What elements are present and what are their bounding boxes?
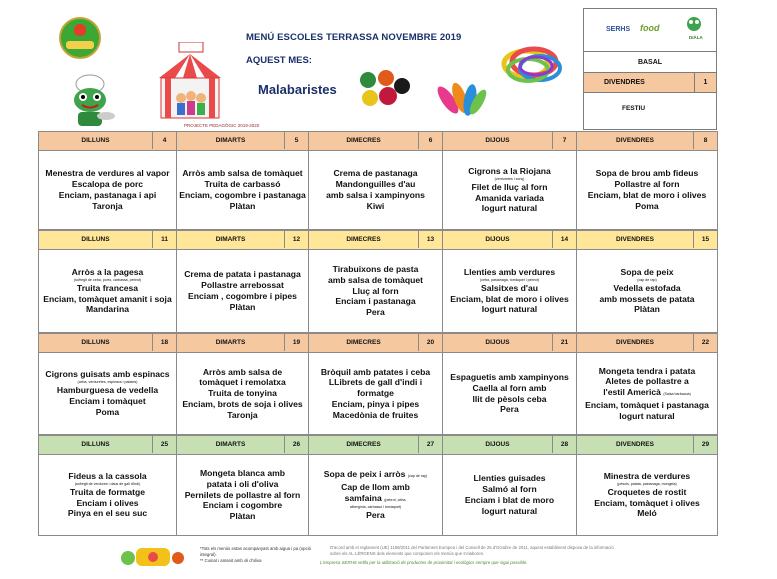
day-header [38, 230, 177, 250]
day-name: DIMARTS [215, 137, 246, 144]
holiday-note: FESTIU [584, 92, 716, 130]
day-name: DIVENDRES [616, 339, 654, 346]
footer-note-oil: ** Cuinat i amanit amb oli d'oliva [200, 558, 262, 563]
day-header [576, 230, 718, 250]
menu-cell [176, 353, 309, 435]
dish-line: patata i oli d'oliva [206, 478, 279, 489]
dish-line: Enciam, blat de moro i olives [450, 293, 569, 304]
day-number: 14 [552, 231, 576, 248]
dish-line: Enciam, pinya i pipes [331, 398, 420, 409]
day-number: 7 [552, 132, 576, 149]
dish-line: Arròs amb salsa de tomàquet [182, 168, 303, 179]
day-header [176, 131, 309, 151]
day-header [176, 230, 309, 250]
dish-line: Truita francesa [76, 282, 139, 293]
dish-line: Vedella estofada [613, 282, 681, 293]
day-header [176, 435, 309, 455]
dish-line: Plàtan [229, 301, 256, 312]
dish-line: Mongeta tendra i patata [598, 365, 696, 376]
juggling-clubs-icon [430, 74, 488, 118]
menu-cell [308, 250, 443, 333]
day-number: 1 [694, 73, 716, 93]
dish-line: Truita de formatge [70, 486, 145, 497]
day-name: DILLUNS [81, 441, 110, 448]
dish-line: Pollastre arrebossat [201, 280, 284, 291]
day-header [442, 230, 577, 250]
dish-line: Escalopa de porc [71, 179, 144, 190]
day-name: DIMARTS [215, 236, 246, 243]
day-number: 27 [418, 436, 442, 453]
dish-line: Poma [635, 200, 659, 211]
dish-line: Filet de lluç al forn [471, 181, 548, 192]
dish-line: Tirabuixons de pasta [332, 264, 419, 274]
menu-cell [38, 353, 177, 435]
day-number: 18 [152, 334, 176, 351]
dish-line: Pernilets de pollastre al forn [184, 489, 301, 500]
dish-line: Mandonguilles d'au [335, 179, 416, 190]
menu-cell [442, 455, 577, 536]
day-number: 20 [418, 334, 442, 351]
dish-line [603, 387, 690, 400]
day-name: DILLUNS [81, 137, 110, 144]
menu-cell [442, 353, 577, 435]
dish-detail: (sofregit de verdures i daus de gall d'indi) [74, 481, 141, 486]
day-number: 8 [693, 132, 717, 149]
circus-tent-icon [155, 42, 225, 122]
dish-line: Fideus a la cassola [68, 470, 147, 481]
day-number: 25 [152, 436, 176, 453]
menu-cell [176, 151, 309, 230]
dish-detail: albergínia, carbassó i tomàquet) [349, 505, 402, 510]
dish-line: Salsitxes d'au [481, 282, 538, 293]
dish-detail: (ceba, pastanaga, tomàquet i pebrot) [480, 277, 539, 282]
day-header [38, 435, 177, 455]
dish-line: Sopa de peix [620, 266, 674, 277]
dish-line: Plàtan [229, 200, 256, 211]
day-name: DIVENDRES [616, 137, 654, 144]
dish-line: Crema de pastanaga [333, 168, 418, 179]
day-number: 4 [152, 132, 176, 149]
day-header [308, 333, 443, 353]
dish-line: Iogurt natural [619, 410, 675, 421]
day-header [576, 435, 718, 455]
dish-line: Enciam, tomàquet amanit i soja [43, 293, 172, 304]
dish-line: Iogurt natural [481, 304, 538, 315]
dish-line: Enciam, blat de moro i olives [587, 190, 707, 200]
dish-line: Enciam i olives [76, 497, 139, 508]
brand-logo-row [584, 9, 716, 51]
dish-line: Poma [95, 406, 120, 417]
dish-line: Sopa de brou amb fideus [595, 168, 699, 179]
dish-detail: (pèsols, patata, pastanaga, mongeta) [617, 481, 677, 486]
dish-line: Croquetes de rostit [607, 486, 687, 497]
dish-line: Enciam i tomàquet [69, 396, 146, 406]
dish-line: Kiwi [366, 200, 385, 211]
dish-line: amb mossets de patata [599, 293, 695, 304]
dish-line: Pollastre al forn [614, 179, 680, 190]
day-name: DIJOUS [485, 236, 510, 243]
proximity-products-note: L'empresa SERHS vetlla per la utilització de productes de proximitat i ecològics sempre que sigui possible. [320, 560, 528, 565]
day-header [176, 333, 309, 353]
menu-cell [308, 151, 443, 230]
day-number: 12 [284, 231, 308, 248]
dish-line: Llenties guisades [473, 473, 546, 484]
brand-food-text: food [640, 23, 660, 33]
dish-line: Espaguetis amb xampinyons [450, 371, 569, 382]
footer-logo [118, 542, 186, 572]
day-name: DIMECRES [346, 137, 381, 144]
day-header [576, 131, 718, 151]
partner-logo: DIÀLA [689, 35, 703, 40]
dish-line: Enciam, pastanaga i api [58, 190, 157, 200]
day-header [442, 131, 577, 151]
day-name: DIVENDRES [616, 441, 654, 448]
dish-line: Minestra de verdures [603, 470, 691, 481]
day-number: 5 [284, 132, 308, 149]
dish-detail: (cap de rap) [407, 473, 428, 478]
day-number: 21 [552, 334, 576, 351]
dish-line: Enciam i cogombre [202, 500, 283, 511]
dish-line: Caella al forn amb [472, 382, 547, 393]
dish-detail: (sofregit de ceba, porro, carbassa, pebrot) [73, 277, 142, 282]
day-number: 26 [284, 436, 308, 453]
dish-line: Plàtan [634, 304, 660, 315]
dish-line: Enciam, cogombre i pastanaga [179, 190, 306, 200]
day-header [308, 435, 443, 455]
day-name: DIJOUS [485, 137, 510, 144]
day-header [38, 333, 177, 353]
dish-line: Amanida variada [475, 192, 544, 203]
menu-grid [38, 131, 717, 543]
menu-cell [38, 455, 177, 536]
menu-cell [576, 250, 718, 333]
holiday-day-header [584, 72, 716, 92]
day-number: 13 [418, 231, 442, 248]
dish-line: Enciam , cogombre i pipes [188, 291, 297, 301]
dish-line [324, 469, 427, 482]
dish-text: l'estil Americà [603, 387, 661, 398]
dish-line: Cap de llom amb [341, 481, 410, 492]
month-theme-label: AQUEST MES: [246, 55, 312, 66]
dish-line: Llenties amb verdures [463, 266, 556, 277]
dish-line: Truita de tonyina [208, 388, 277, 399]
day-number: 15 [693, 231, 717, 248]
dish-line: Hamburguesa de vedella [56, 385, 159, 396]
chef-frog-icon [62, 70, 118, 130]
dish-line: Aletes de pollastre a [605, 376, 689, 387]
dish-line: Menestra de verdures al vapor [45, 168, 170, 179]
day-name: DILLUNS [81, 339, 110, 346]
menu-cell [308, 455, 443, 536]
day-number: 19 [284, 334, 308, 351]
dish-line: llit de pèsols ceba [472, 393, 547, 404]
dish-line: Enciam i pastanaga [335, 296, 416, 307]
dish-line: Enciam, tomàquet i pastanaga [585, 399, 709, 410]
menu-cell [38, 250, 177, 333]
day-header [442, 435, 577, 455]
dish-line: Macedònia de fruites [332, 409, 419, 420]
dish-detail: (verduretes i xoriç) [494, 176, 525, 181]
dish-detail: (cap de rap) [637, 277, 657, 282]
menu-cell [308, 353, 443, 435]
day-name: DIMARTS [215, 441, 246, 448]
footer-note-water: *Tots els menús estan acompanyats amb aigua i pa (opció integral). [200, 546, 312, 557]
day-number: 29 [693, 436, 717, 453]
dish-line: Cigrons a la Riojana [468, 165, 551, 176]
dish-line: tomàquet i remolatxa [199, 377, 286, 388]
day-name: DILLUNS [81, 236, 110, 243]
diet-type: BASAL [584, 51, 716, 72]
dish-line: Enciam, brots de soja i olives [182, 398, 303, 409]
dish-line: Arròs amb salsa de [202, 366, 283, 377]
juggling-balls-icon [356, 68, 412, 108]
menu-cell [176, 455, 309, 536]
dish-line: Enciam i blat de moro [464, 495, 555, 505]
dish-line: Enciam, tomàquet i olives [594, 497, 700, 508]
dish-line: Iogurt natural [481, 505, 538, 516]
day-number: 28 [552, 436, 576, 453]
dish-line: Salmó al forn [482, 484, 537, 495]
dish-detail: (ceba, verduretes, espinacs i patates) [77, 380, 138, 385]
dish-detail: (pebrot, ceba, [384, 497, 407, 502]
page-title: MENÚ ESCOLES TERRASSA NOVEMBRE 2019 [246, 32, 462, 43]
dish-line: Cigrons guisats amb espinacs [45, 369, 170, 380]
dish-line: Pera [366, 307, 385, 318]
dish-line [345, 493, 407, 506]
dish-text: Sopa de peix i arròs [323, 468, 406, 479]
dish-line: Pinya en el seu suc [67, 508, 148, 519]
day-name: DIJOUS [485, 339, 510, 346]
day-header [308, 230, 443, 250]
day-name: DIMECRES [346, 441, 381, 448]
dish-line: Iogurt natural [481, 203, 538, 214]
dish-line: Mongeta blanca amb [200, 468, 285, 478]
dish-line: Taronja [92, 200, 123, 211]
menu-cell [576, 353, 718, 435]
circus-caption: PROJECTE PEDAGÒGIC 2019-2020 [184, 123, 260, 128]
dish-line: Mandarina [86, 304, 129, 315]
day-header [38, 131, 177, 151]
menu-cell [176, 250, 309, 333]
dish-line: Plàtan [229, 511, 256, 522]
menu-cell [576, 151, 718, 230]
day-name: DIVENDRES [604, 79, 645, 86]
month-theme: Malabaristes [258, 82, 337, 97]
menu-cell [442, 250, 577, 333]
dish-line: Pera [366, 510, 385, 521]
diet-panel [583, 8, 717, 130]
day-name: DIMECRES [346, 339, 381, 346]
day-number: 22 [693, 334, 717, 351]
dish-line: Taronja [227, 409, 258, 420]
dish-line: Bròquil amb patates i ceba [320, 366, 431, 377]
juggling-rings-icon [498, 40, 568, 90]
day-number: 11 [152, 231, 176, 248]
dish-text: samfaina [344, 492, 382, 503]
menu-cell [576, 455, 718, 536]
day-number: 6 [418, 132, 442, 149]
day-name: DIMARTS [215, 339, 246, 346]
dish-line: Arròs a la pagesa [71, 266, 144, 277]
menu-cell [442, 151, 577, 230]
dish-line: amb salsa de tomàquet [327, 274, 424, 285]
day-name: DIJOUS [485, 441, 510, 448]
dish-line: Meló [637, 508, 657, 519]
dish-line: amb salsa i xampinyons [326, 190, 425, 200]
dish-line: Truita de carbassó [204, 179, 281, 190]
allergen-legal-note: D'acord amb el reglament (UE) 1169/2011 del Parlament Europeu i del Consell de 25 d'Octubre de 2011, aquest establiment disposa de la informació sobre els AL·LÈRGENS dels elements que componen els menús que s'elaboren. [330, 545, 614, 556]
dish-line: LLibrets de gall d'indi i [328, 377, 423, 388]
day-header [576, 333, 718, 353]
day-name: DIMECRES [346, 236, 381, 243]
dish-line: Crema de patata i pastanaga [184, 269, 301, 280]
brand-logo: SERHS [606, 26, 631, 33]
dish-line: formatge [357, 388, 394, 399]
menu-cell [38, 151, 177, 230]
day-name: DIVENDRES [616, 236, 654, 243]
dish-line: Pera [500, 404, 519, 415]
dish-line: Lluç al forn [352, 285, 399, 296]
day-header [442, 333, 577, 353]
school-logo [58, 16, 102, 60]
day-header [308, 131, 443, 151]
dish-detail: (Salsa barbacoa) [663, 392, 691, 397]
